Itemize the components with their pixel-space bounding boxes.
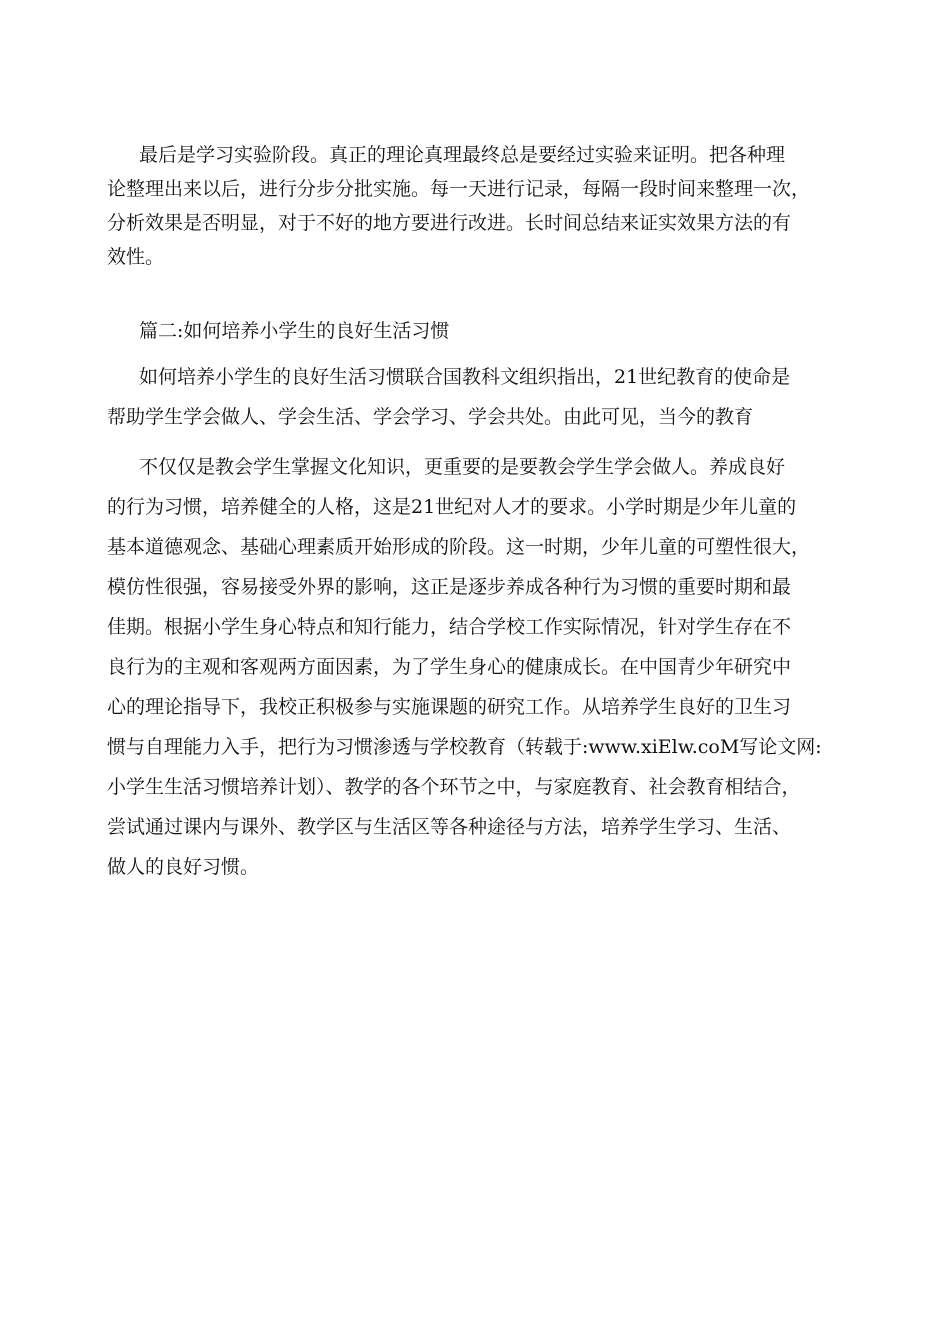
paragraph-4-line-9: 小学生生活习惯培养计划）、教学的各个环节之中，与家庭教育、社会教育相结合， (107, 776, 801, 798)
paragraph-4-line-6: 良行为的主观和客观两方面因素，为了学生身心的健康成长。在中国青少年研究中 (107, 656, 792, 678)
paragraph-4-line-7: 心的理论指导下，我校正积极参与实施课题的研究工作。从培养学生良好的卫生习 (107, 696, 792, 718)
paragraph-4-line-8: 惯与自理能力入手，把行为习惯渗透与学校教育（转载于:www.xiElw.coM写论文网: (107, 736, 822, 758)
paragraph-4-line-2: 的行为习惯，培养健全的人格，这是21世纪对人才的要求。小学时期是少年儿童的 (107, 496, 797, 518)
paragraph-1-line-2: 论整理出来以后，进行分步分批实施。每一天进行记录，每隔一段时间来整理一次， (107, 178, 811, 200)
paragraph-4-line-1: 不仅仅是教会学生掌握文化知识，更重要的是要教会学生学会做人。养成良好 (139, 456, 786, 478)
paragraph-1-line-3: 分析效果是否明显，对于不好的地方要进行改进。长时间总结来证实效果方法的有 (107, 212, 792, 234)
paragraph-4-line-11: 做人的良好习惯。 (107, 856, 260, 878)
paragraph-3-line-2: 帮助学生学会做人、学会生活、学会学习、学会共处。由此可见，当今的教育 (107, 406, 754, 428)
paragraph-1-line-1: 最后是学习实验阶段。真正的理论真理最终总是要经过实验来证明。把各种理 (139, 144, 786, 166)
paragraph-4-line-10: 尝试通过课内与课外、教学区与生活区等各种途径与方法，培养学生学习、生活、 (107, 816, 792, 838)
section-heading: 篇二:如何培养小学生的良好生活习惯 (139, 320, 450, 342)
paragraph-1-line-4: 效性。 (107, 246, 165, 268)
paragraph-3-line-1: 如何培养小学生的良好生活习惯联合国教科文组织指出，21世纪教育的使命是 (139, 366, 791, 388)
paragraph-4-line-5: 佳期。根据小学生身心特点和知行能力，结合学校工作实际情况，针对学生存在不 (107, 616, 792, 638)
paragraph-4-line-4: 模仿性很强，容易接受外界的影响，这正是逐步养成各种行为习惯的重要时期和最 (107, 576, 792, 598)
paragraph-4-line-3: 基本道德观念、基础心理素质开始形成的阶段。这一时期，少年儿童的可塑性很大， (107, 536, 811, 558)
